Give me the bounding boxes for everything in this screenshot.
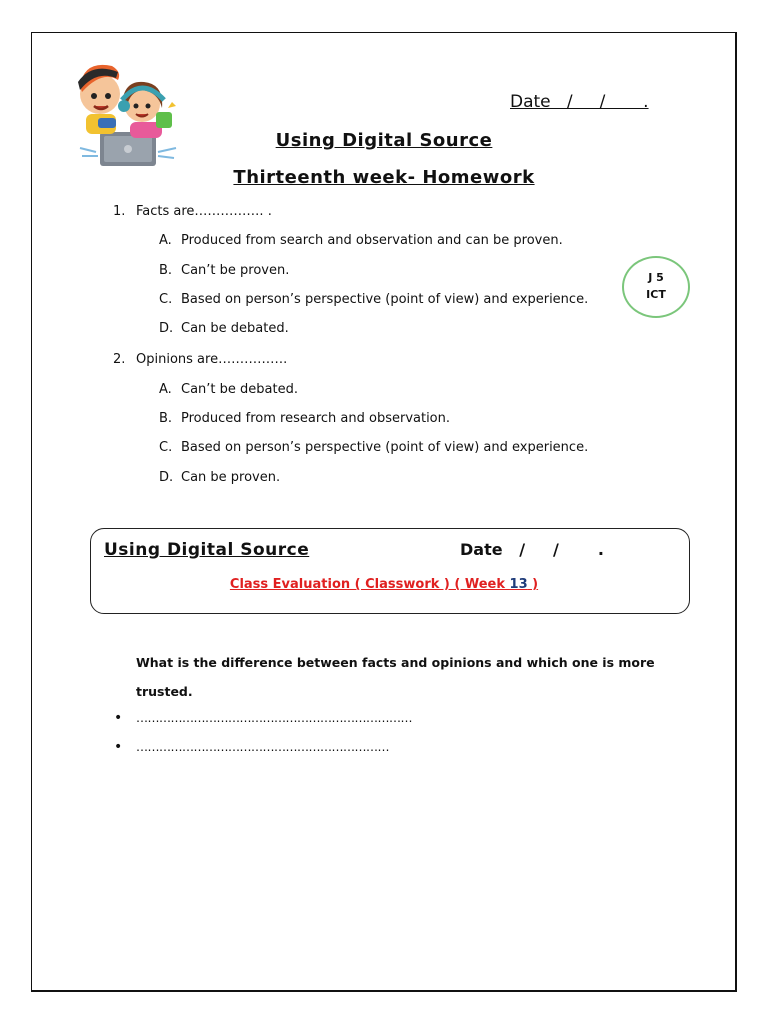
option-letter: B. — [159, 411, 173, 426]
question-number: 2. — [113, 352, 126, 367]
option-text: Can be debated. — [181, 321, 289, 336]
week-number: 13 — [509, 577, 528, 592]
worksheet-title: Using Digital Source — [275, 130, 493, 151]
option-text: Produced from search and observation and can be proven. — [181, 233, 563, 248]
option-letter: D. — [159, 321, 174, 336]
evaluation-subtitle — [0, 577, 768, 592]
bullet-icon: • — [114, 710, 123, 726]
date-field: Date / / . — [510, 92, 649, 112]
option-letter: A. — [159, 382, 172, 397]
evaluation-title: Using Digital Source — [104, 540, 310, 560]
option-letter: C. — [159, 292, 173, 307]
answer-dots[interactable]: ……………………………………………………………… — [136, 711, 412, 725]
option-letter: D. — [159, 470, 174, 485]
option-letter: C. — [159, 440, 173, 455]
option-letter: A. — [159, 233, 172, 248]
question-text: Opinions are……………. — [136, 352, 288, 367]
option-text: Based on person’s perspective (point of view) and experience. — [181, 440, 589, 455]
option-text: Can be proven. — [181, 470, 281, 485]
option-text: Produced from research and observation. — [181, 411, 451, 426]
option-text: Can’t be debated. — [181, 382, 298, 397]
evaluation-subtitle-suffix: ) — [527, 577, 539, 592]
question-number: 1. — [113, 204, 126, 219]
evaluation-subtitle-prefix: Class Evaluation ( Classwork ) ( Week — [229, 577, 510, 592]
answer-dots[interactable]: ………………………………………………………… — [136, 740, 389, 754]
worksheet-subtitle: Thirteenth week- Homework — [233, 167, 535, 188]
class-badge — [622, 256, 690, 318]
option-text: Can’t be proven. — [181, 263, 290, 278]
evaluation-date: Date / / . — [460, 540, 604, 559]
badge-subject: ICT — [646, 288, 666, 301]
option-letter: B. — [159, 263, 173, 278]
classwork-question: What is the difference between facts and opinions and which one is more trusted. — [136, 655, 655, 699]
question-text: Facts are……………. . — [136, 204, 272, 219]
option-text: Based on person’s perspective (point of view) and experience. — [181, 292, 589, 307]
kids-laptop-clipart — [72, 56, 182, 168]
bullet-icon: • — [114, 739, 123, 755]
badge-grade: J 5 — [648, 271, 664, 284]
